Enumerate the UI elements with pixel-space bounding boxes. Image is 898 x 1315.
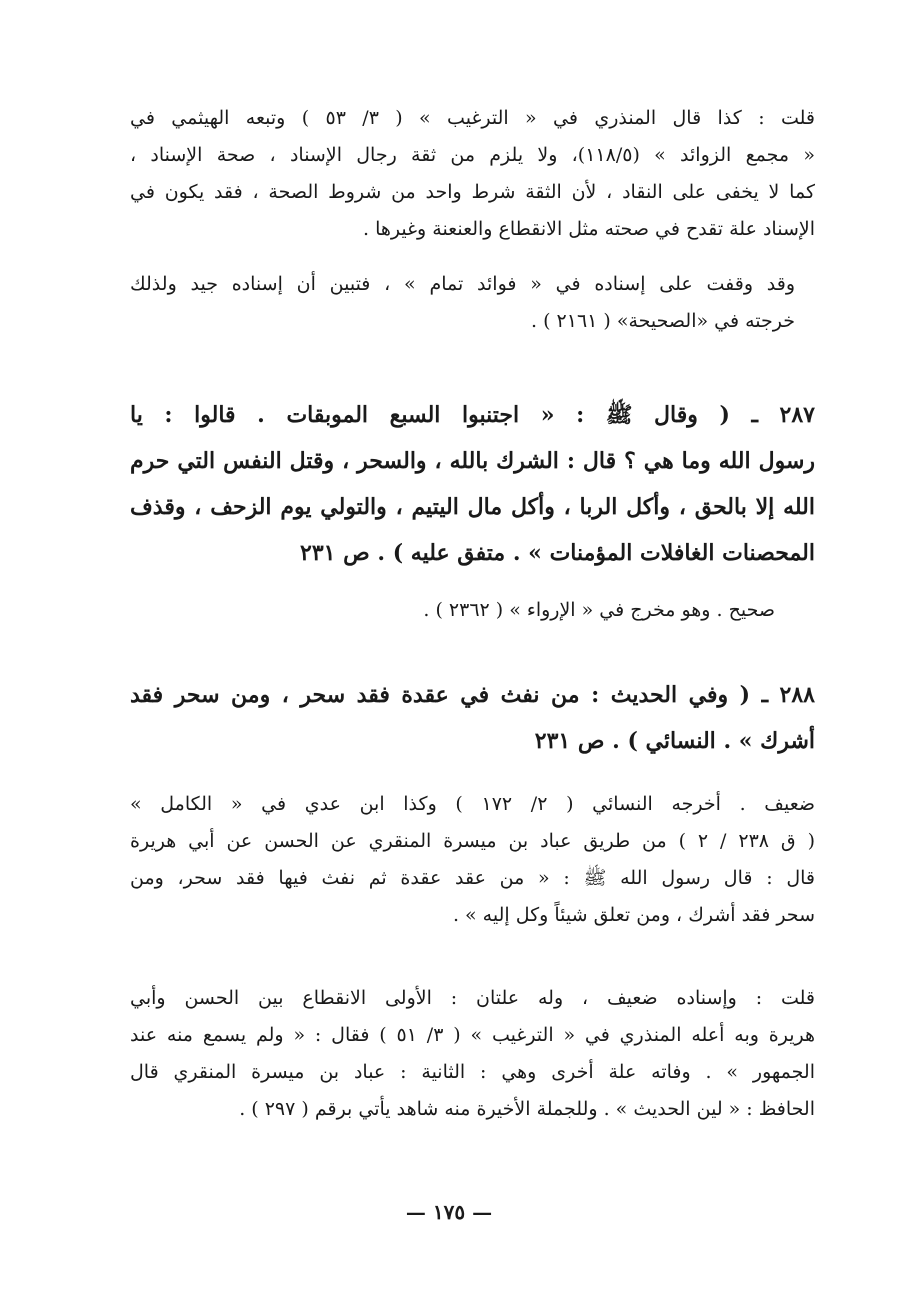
ruling-287 [130,592,775,629]
hadith-line: ٢٨٧ ـ ( وقال ﷺ : « اجتنبوا السبع الموبقات . قالوا : يا [130,402,815,428]
text-line: وقد وقفت على إسناده في « فوائد تمام » ، فتبين أن إسناده جيد ولذلك [130,273,795,295]
text-line: الإسناد علة تقدح في صحته مثل الانقطاع والعنعنة وغيرها . [363,218,815,240]
commentary-paragraph-final [130,980,815,1128]
text-line: قلت : وإسناده ضعيف ، وله علتان : الأولى الانقطاع بين الحسن وأبي [130,987,815,1009]
text-line: ضعيف . أخرجه النسائي ( ٢/ ١٧٢ ) وكذا ابن عدي في « الكامل » [130,793,815,815]
text-line: الجمهور » . وفاته علة أخرى وهي : الثانية : عباد بن ميسرة المنقري قال [130,1061,815,1083]
hadith-line: الله إلا بالحق ، وأكل الربا ، وأكل مال اليتيم ، والتولي يوم الزحف ، وقذف [130,494,815,520]
ruling-288 [130,786,815,934]
text-line: صحيح . وهو مخرج في « الإرواء » ( ٢٣٦٢ ) . [423,599,775,621]
text-line: خرجته في «الصحيحة» ( ٢١٦١ ) . [531,310,795,332]
text-line: قلت : كذا قال المنذري في « الترغيب » ( ٣/ ٥٣ ) وتبعه الهيثمي في [130,107,815,129]
hadith-line: رسول الله وما هي ؟ قال : الشرك بالله ، والسحر ، وقتل النفس التي حرم [130,448,815,474]
hadith-line: أشرك » . النسائي ) . ص ٢٣١ [534,728,815,754]
hadith-288 [130,672,815,764]
text-line: الحافظ : « لين الحديث » . وللجملة الأخيرة منه شاهد يأتي برقم ( ٢٩٧ ) . [239,1098,815,1120]
hadith-line: المحصنات الغافلات المؤمنات » . متفق عليه ) . ص ٢٣١ [300,540,815,566]
text-line: « مجمع الزوائد » (١١٨/٥)، ولا يلزم من ثقة رجال الإسناد ، صحة الإسناد ، [130,144,815,166]
text-line: قال : قال رسول الله ﷺ : « من عقد عقدة ثم نفث فيها فقد سحر، ومن [130,867,815,889]
text-line: كما لا يخفى على النقاد ، لأن الثقة شرط واحد من شروط الصحة ، فقد يكون في [130,181,815,203]
hadith-line: ٢٨٨ ـ ( وفي الحديث : من نفث في عقدة فقد سحر ، ومن سحر فقد [130,682,815,708]
text-line: سحر فقد أشرك ، ومن تعلق شيئاً وكل إليه » . [452,904,815,926]
text-line: ( ق ٢٣٨ / ٢ ) من طريق عباد بن ميسرة المنقري عن الحسن عن أبي هريرة [130,830,815,852]
text-line: هريرة وبه أعله المنذري في « الترغيب » ( ٣/ ٥١ ) فقال : « ولم يسمع منه عند [130,1024,815,1046]
commentary-paragraph-1 [130,100,815,248]
hadith-287 [130,392,815,576]
commentary-paragraph-2 [130,266,795,340]
page-number: — ١٧٥ — [405,1200,493,1224]
